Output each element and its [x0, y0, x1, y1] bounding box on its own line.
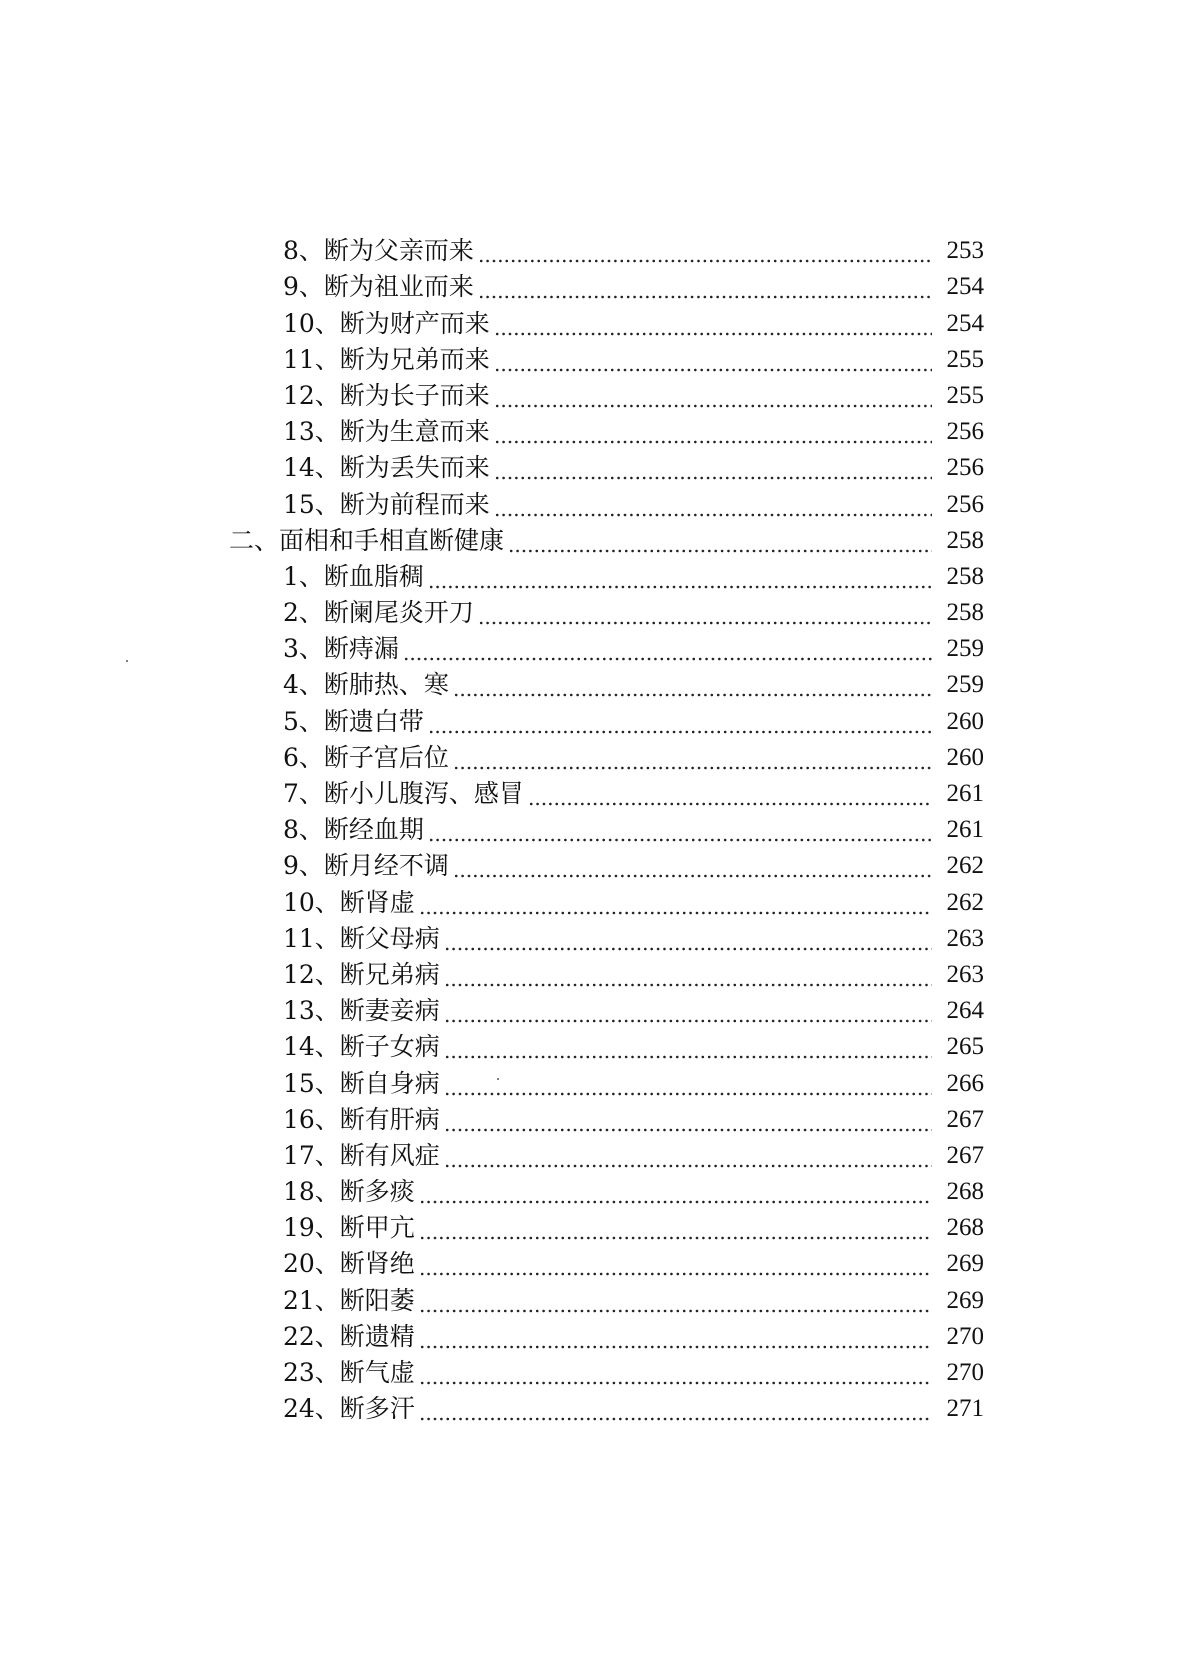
toc-entry[interactable] [0, 918, 1187, 954]
toc-entry[interactable] [0, 1243, 1187, 1279]
toc-entry-page-number: 253 [946, 237, 984, 265]
toc-entry-label: 13、断为生意而来 [283, 417, 494, 447]
toc-entry[interactable] [0, 737, 1187, 773]
toc-entry-label: 11、断为兄弟而来 [283, 345, 494, 375]
toc-entry[interactable] [0, 556, 1187, 592]
toc-entry[interactable] [0, 1279, 1187, 1315]
toc-entry-page-number: 262 [946, 852, 984, 880]
toc-entry-page-number: 270 [946, 1359, 984, 1386]
toc-entry[interactable] [0, 230, 1187, 266]
toc-entry-label: 12、断兄弟病 [283, 960, 444, 990]
toc-entry[interactable] [0, 411, 1187, 447]
toc-entry-label: 16、断有肝病 [283, 1105, 444, 1135]
toc-entry-page-number: 270 [946, 1322, 984, 1350]
toc-entry-label: 3、断痔漏 [283, 634, 403, 664]
dot-leader [478, 278, 932, 300]
dot-leader [419, 1219, 932, 1241]
dot-leader [528, 785, 932, 807]
toc-entry-label: 8、断经血期 [283, 815, 428, 845]
toc-section-heading[interactable] [0, 520, 1187, 556]
dot-leader [494, 459, 932, 481]
toc-entry-label: 24、断多汗 [283, 1394, 419, 1424]
dot-leader [444, 966, 932, 988]
toc-entry-page-number: 265 [946, 1033, 984, 1061]
toc-entry-label: 2、断阑尾炎开刀 [283, 598, 478, 628]
dot-leader [419, 1400, 932, 1422]
toc-entry-label: 14、断子女病 [283, 1032, 444, 1062]
toc-entry-page-number: 256 [946, 490, 984, 518]
dot-leader [508, 532, 932, 554]
dot-leader [428, 568, 932, 590]
toc-entry-page-number: 261 [946, 816, 984, 844]
toc-entry[interactable] [0, 1171, 1187, 1207]
toc-entry-label: 18、断多痰 [283, 1177, 419, 1207]
toc-entry-label: 二、面相和手相直断健康 [229, 526, 508, 556]
toc-entry-page-number: 258 [946, 599, 984, 627]
toc-entry-page-number: 263 [946, 960, 984, 988]
toc-entry-label: 22、断遗精 [283, 1322, 419, 1352]
dot-leader [444, 1111, 932, 1133]
toc-entry-label: 11、断父母病 [283, 924, 444, 954]
toc-entry-page-number: 254 [946, 273, 984, 301]
dot-leader [453, 676, 932, 698]
toc-entry-page-number: 255 [946, 381, 984, 409]
dot-leader [444, 1002, 932, 1024]
toc-entry-page-number: 256 [946, 418, 984, 446]
scan-speck [497, 1078, 499, 1080]
toc-entry-label: 21、断阳萎 [283, 1286, 419, 1316]
toc-entry-page-number: 254 [946, 309, 984, 337]
toc-entry-page-number: 256 [946, 454, 984, 482]
toc-entry[interactable] [0, 1207, 1187, 1243]
toc-entry[interactable] [0, 664, 1187, 700]
dot-leader [444, 1075, 932, 1097]
toc-entry-page-number: 259 [946, 635, 984, 663]
dot-leader [494, 496, 932, 518]
dot-leader [444, 1147, 932, 1169]
toc-entry[interactable] [0, 700, 1187, 736]
toc-entry[interactable] [0, 266, 1187, 302]
toc-entry-page-number: 268 [946, 1214, 984, 1242]
toc-entry[interactable] [0, 628, 1187, 664]
toc-entry-label: 17、断有风症 [283, 1141, 444, 1171]
toc-entry-page-number: 271 [946, 1395, 984, 1423]
toc-entry-label: 10、断为财产而来 [283, 309, 494, 339]
toc-entry-page-number: 269 [946, 1250, 984, 1278]
table-of-contents [0, 230, 1187, 1424]
toc-entry[interactable] [0, 845, 1187, 881]
dot-leader [494, 387, 932, 409]
dot-leader [428, 821, 932, 843]
toc-entry-page-number: 260 [946, 707, 984, 735]
dot-leader [494, 423, 932, 445]
toc-entry-label: 14、断为丢失而来 [283, 453, 494, 483]
dot-leader [444, 1038, 932, 1060]
scan-speck [126, 660, 128, 662]
toc-entry-label: 9、断为祖业而来 [283, 272, 478, 302]
toc-entry-page-number: 266 [946, 1069, 984, 1097]
toc-entry[interactable] [0, 1388, 1187, 1424]
toc-entry-page-number: 267 [946, 1105, 984, 1133]
toc-entry-page-number: 262 [946, 888, 984, 916]
toc-entry[interactable] [0, 1099, 1187, 1135]
toc-entry-label: 19、断甲亢 [283, 1213, 419, 1243]
toc-entry-label: 20、断肾绝 [283, 1249, 419, 1279]
toc-entry-label: 4、断肺热、寒 [283, 670, 453, 700]
dot-leader [419, 1328, 932, 1350]
toc-entry[interactable] [0, 1135, 1187, 1171]
dot-leader [419, 1255, 932, 1277]
dot-leader [419, 1292, 932, 1314]
dot-leader [403, 640, 932, 662]
toc-entry[interactable] [0, 339, 1187, 375]
toc-entry[interactable] [0, 1026, 1187, 1062]
toc-entry[interactable] [0, 773, 1187, 809]
toc-entry-page-number: 268 [946, 1178, 984, 1206]
toc-entry[interactable] [0, 954, 1187, 990]
toc-entry-page-number: 264 [946, 997, 984, 1025]
toc-entry-label: 7、断小儿腹泻、感冒 [283, 779, 528, 809]
toc-entry[interactable] [0, 302, 1187, 338]
toc-entry-page-number: 269 [946, 1286, 984, 1314]
toc-entry-label: 15、断为前程而来 [283, 490, 494, 520]
toc-entry-page-number: 258 [946, 526, 984, 554]
toc-entry-page-number: 259 [946, 671, 984, 699]
toc-entry[interactable] [0, 990, 1187, 1026]
dot-leader [478, 242, 932, 264]
toc-entry-page-number: 261 [946, 780, 984, 807]
dot-leader [453, 857, 932, 879]
toc-entry-label: 8、断为父亲而来 [283, 236, 478, 266]
toc-entry[interactable] [0, 1062, 1187, 1098]
dot-leader [419, 894, 932, 916]
toc-entry-label: 10、断肾虚 [283, 888, 419, 918]
dot-leader [494, 315, 932, 337]
toc-entry-label: 15、断自身病 [283, 1069, 444, 1099]
toc-entry-label: 5、断遗白带 [283, 707, 428, 737]
toc-entry[interactable] [0, 881, 1187, 917]
toc-entry-page-number: 267 [946, 1141, 984, 1169]
dot-leader [419, 1183, 932, 1205]
dot-leader [428, 713, 932, 735]
dot-leader [444, 930, 932, 952]
dot-leader [419, 1364, 932, 1386]
toc-entry-page-number: 263 [946, 924, 984, 952]
toc-entry[interactable] [0, 447, 1187, 483]
dot-leader [453, 749, 932, 771]
toc-entry-page-number: 255 [946, 345, 984, 373]
toc-entry-label: 1、断血脂稠 [283, 562, 428, 592]
toc-entry-label: 9、断月经不调 [283, 851, 453, 881]
toc-entry[interactable] [0, 592, 1187, 628]
toc-entry[interactable] [0, 809, 1187, 845]
dot-leader [494, 351, 932, 373]
toc-entry[interactable] [0, 1352, 1187, 1388]
toc-entry[interactable] [0, 375, 1187, 411]
toc-entry-label: 23、断气虚 [283, 1358, 419, 1388]
toc-entry-label: 12、断为长子而来 [283, 381, 494, 411]
toc-entry-label: 13、断妻妾病 [283, 996, 444, 1026]
toc-entry-label: 6、断子宫后位 [283, 743, 453, 773]
toc-entry-page-number: 258 [946, 562, 984, 590]
toc-entry-page-number: 260 [946, 743, 984, 771]
dot-leader [478, 604, 932, 626]
toc-entry[interactable] [0, 1316, 1187, 1352]
toc-entry[interactable] [0, 483, 1187, 519]
